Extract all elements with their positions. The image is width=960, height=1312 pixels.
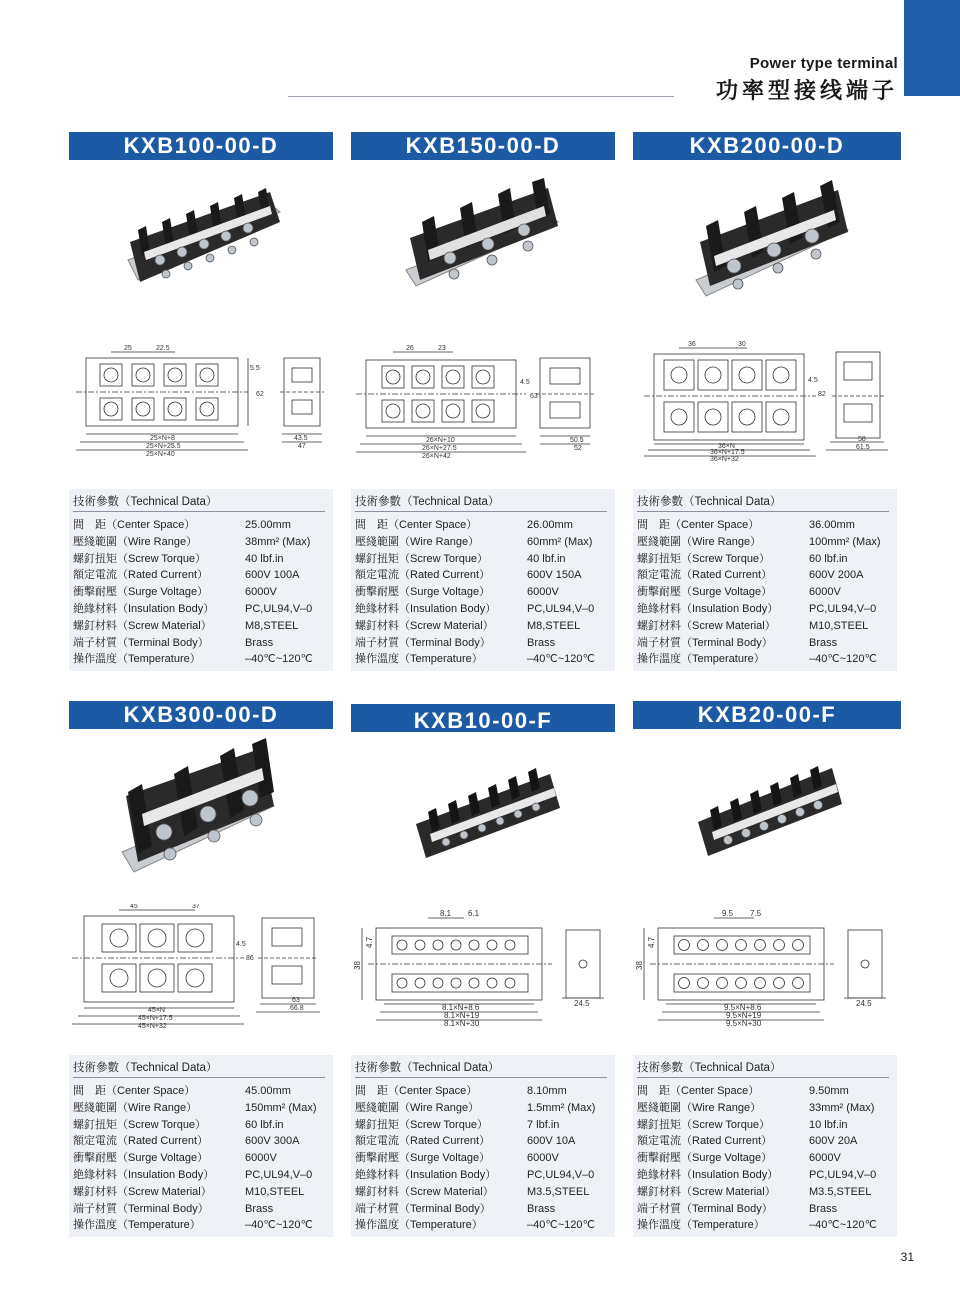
tech-row-temperature bbox=[355, 651, 615, 668]
row-label: 端子材質（Terminal Body） bbox=[355, 1202, 491, 1215]
row-label: 間 距（Center Space） bbox=[355, 519, 478, 531]
tech-row-screw-material bbox=[73, 618, 333, 635]
row-value: 600V 10A bbox=[527, 1135, 576, 1148]
dim-s1: 63 bbox=[292, 997, 300, 1004]
tech-row-surge-voltage bbox=[73, 1150, 333, 1167]
row-label: 操作溫度（Temperature） bbox=[73, 653, 201, 666]
row-label: 螺釘扭矩（Screw Torque） bbox=[73, 552, 207, 565]
dim-h: 4.7 bbox=[647, 936, 656, 948]
tech-row-surge-voltage bbox=[355, 1150, 615, 1167]
row-label: 絶緣材料（Insulation Body） bbox=[355, 1168, 497, 1181]
row-value: 6000V bbox=[527, 586, 559, 599]
row-value: 150mm² (Max) bbox=[245, 1101, 317, 1114]
row-label: 絶緣材料（Insulation Body） bbox=[637, 602, 779, 615]
dim-h2: 82 bbox=[818, 391, 826, 398]
row-label: 端子材質（Terminal Body） bbox=[355, 636, 491, 649]
tech-divider bbox=[73, 511, 325, 512]
row-value: 100mm² (Max) bbox=[809, 535, 881, 548]
tech-row-wire-range bbox=[73, 534, 333, 551]
dim-h: 4.5 bbox=[520, 379, 530, 386]
dim-d1: 36×N bbox=[718, 443, 735, 450]
row-label: 額定電流（Rated Current） bbox=[73, 569, 209, 582]
tech-data-kxb150 bbox=[351, 489, 615, 671]
row-value: 60 lbf.in bbox=[809, 552, 848, 565]
dim-h2: 63 bbox=[530, 393, 538, 400]
tech-row-temperature bbox=[73, 651, 333, 668]
tech-row-terminal-body bbox=[637, 1201, 897, 1218]
dim-s1: 24.5 bbox=[574, 999, 590, 1008]
tech-row-screw-torque bbox=[73, 551, 333, 568]
row-value: 36.00mm bbox=[809, 519, 855, 531]
tech-data-kxb200 bbox=[633, 489, 897, 671]
row-value: 6000V bbox=[245, 1152, 277, 1165]
row-value: –40℃~120℃ bbox=[245, 653, 313, 666]
product-title-kxb200: KXB200-00-D bbox=[633, 132, 901, 160]
tech-row-center-space bbox=[355, 1083, 615, 1100]
dimension-drawing-kxb10 bbox=[348, 904, 610, 1028]
product-title-kxb100: KXB100-00-D bbox=[69, 132, 333, 160]
product-photo-kxb300 bbox=[112, 736, 292, 886]
product-title-kxb20: KXB20-00-F bbox=[633, 701, 901, 729]
dim-b: 30 bbox=[738, 341, 746, 348]
row-label: 絶緣材料（Insulation Body） bbox=[355, 602, 497, 615]
row-label: 間 距（Center Space） bbox=[73, 1085, 196, 1097]
row-value: PC,UL94,V–0 bbox=[245, 602, 313, 615]
tech-row-rated-current bbox=[73, 1133, 333, 1150]
tech-row-screw-material bbox=[73, 1184, 333, 1201]
tech-data-kxb100 bbox=[69, 489, 333, 671]
tech-heading: 技術參數（Technical Data） bbox=[637, 496, 782, 508]
row-value: –40℃~120℃ bbox=[527, 1219, 595, 1232]
row-value: –40℃~120℃ bbox=[527, 653, 595, 666]
row-label: 壓綫範圍（Wire Range） bbox=[637, 1101, 762, 1114]
header-title-en: Power type terminal bbox=[749, 55, 898, 72]
product-title-kxb10: KXB10-00-F bbox=[351, 704, 615, 732]
row-label: 壓綫範圍（Wire Range） bbox=[73, 535, 198, 548]
tech-row-center-space bbox=[355, 517, 615, 534]
row-label: 螺釘扭矩（Screw Torque） bbox=[355, 1118, 489, 1131]
row-label: 壓綫範圍（Wire Range） bbox=[637, 535, 762, 548]
tech-row-screw-torque bbox=[637, 1117, 897, 1134]
tech-row-screw-material bbox=[637, 1184, 897, 1201]
header-rule bbox=[288, 96, 674, 97]
row-label: 絶緣材料（Insulation Body） bbox=[637, 1168, 779, 1181]
tech-row-wire-range bbox=[355, 534, 615, 551]
dim-d3: 26×N+42 bbox=[422, 453, 451, 458]
tech-data-kxb20 bbox=[633, 1055, 897, 1237]
row-value: 600V 150A bbox=[527, 569, 582, 582]
page-number: 31 bbox=[900, 1250, 914, 1264]
row-label: 螺釘材料（Screw Material） bbox=[73, 1185, 212, 1198]
tech-data-kxb10 bbox=[351, 1055, 615, 1237]
row-value: 1.5mm² (Max) bbox=[527, 1101, 596, 1114]
corner-accent-block bbox=[904, 0, 960, 96]
row-value: Brass bbox=[809, 1202, 838, 1215]
row-value: 6000V bbox=[527, 1152, 559, 1165]
tech-divider bbox=[355, 1077, 607, 1078]
tech-row-insulation-body bbox=[637, 1167, 897, 1184]
dimension-drawing-kxb200 bbox=[640, 340, 902, 462]
product-photo-kxb10 bbox=[408, 754, 568, 874]
row-label: 螺釘扭矩（Screw Torque） bbox=[355, 552, 489, 565]
row-label: 額定電流（Rated Current） bbox=[637, 569, 773, 582]
tech-row-surge-voltage bbox=[73, 584, 333, 601]
tech-row-surge-voltage bbox=[637, 1150, 897, 1167]
tech-row-temperature bbox=[637, 1217, 897, 1234]
dim-d1: 26×N+10 bbox=[426, 437, 455, 444]
dim-d2: 45×N+17.5 bbox=[138, 1015, 173, 1022]
dim-s2: 52 bbox=[574, 445, 582, 452]
dim-d2: 36×N+17.5 bbox=[710, 449, 745, 456]
row-label: 螺釘材料（Screw Material） bbox=[355, 619, 494, 632]
product-photo-kxb200 bbox=[688, 176, 858, 310]
tech-row-rated-current bbox=[73, 567, 333, 584]
tech-row-insulation-body bbox=[637, 601, 897, 618]
tech-divider bbox=[637, 511, 889, 512]
dim-b: 7.5 bbox=[750, 909, 762, 918]
tech-heading: 技術參數（Technical Data） bbox=[637, 1062, 782, 1074]
row-label: 壓綫範圍（Wire Range） bbox=[73, 1101, 198, 1114]
tech-row-terminal-body bbox=[637, 635, 897, 652]
tech-row-wire-range bbox=[637, 534, 897, 551]
dim-h2: 38 bbox=[353, 961, 362, 970]
row-value: 8.10mm bbox=[527, 1085, 567, 1097]
row-label: 操作溫度（Temperature） bbox=[637, 653, 765, 666]
dim-h2: 86 bbox=[246, 955, 254, 962]
tech-row-temperature bbox=[355, 1217, 615, 1234]
row-label: 螺釘材料（Screw Material） bbox=[637, 619, 776, 632]
row-value: –40℃~120℃ bbox=[809, 1219, 877, 1232]
dim-d3: 25×N+40 bbox=[146, 451, 175, 458]
row-value: 10 lbf.in bbox=[809, 1118, 848, 1131]
tech-row-insulation-body bbox=[355, 1167, 615, 1184]
row-label: 額定電流（Rated Current） bbox=[637, 1135, 773, 1148]
row-label: 衝擊耐壓（Surge Voltage） bbox=[637, 1152, 773, 1165]
row-value: M3.5,STEEL bbox=[527, 1185, 590, 1198]
dim-d3: 9.5×N+30 bbox=[726, 1019, 762, 1028]
row-label: 衝擊耐壓（Surge Voltage） bbox=[73, 1152, 209, 1165]
dim-a: 9.5 bbox=[722, 909, 734, 918]
row-value: 60mm² (Max) bbox=[527, 535, 593, 548]
tech-heading: 技術參數（Technical Data） bbox=[73, 496, 218, 508]
row-label: 間 距（Center Space） bbox=[637, 1085, 760, 1097]
row-label: 操作溫度（Temperature） bbox=[355, 1219, 483, 1232]
tech-row-center-space bbox=[73, 1083, 333, 1100]
row-value: PC,UL94,V–0 bbox=[527, 602, 595, 615]
row-value: Brass bbox=[527, 636, 556, 649]
row-value: PC,UL94,V–0 bbox=[527, 1168, 595, 1181]
dim-b: 37 bbox=[192, 904, 200, 910]
row-label: 端子材質（Terminal Body） bbox=[73, 1202, 209, 1215]
row-value: 45.00mm bbox=[245, 1085, 291, 1097]
row-label: 螺釘扭矩（Screw Torque） bbox=[637, 552, 771, 565]
row-value: Brass bbox=[245, 636, 274, 649]
tech-row-center-space bbox=[637, 1083, 897, 1100]
tech-row-surge-voltage bbox=[355, 584, 615, 601]
dim-h: 4.5 bbox=[236, 941, 246, 948]
dim-d1: 9.5×N+8.6 bbox=[724, 1003, 762, 1012]
tech-divider bbox=[355, 511, 607, 512]
row-label: 壓綫範圍（Wire Range） bbox=[355, 535, 480, 548]
tech-row-rated-current bbox=[355, 1133, 615, 1150]
dim-d2: 9.5×N+19 bbox=[726, 1011, 762, 1020]
dim-h: 4.5 bbox=[808, 377, 818, 384]
row-value: 6000V bbox=[245, 586, 277, 599]
row-label: 壓綫範圍（Wire Range） bbox=[355, 1101, 480, 1114]
row-label: 端子材質（Terminal Body） bbox=[73, 636, 209, 649]
dimension-drawing-kxb150 bbox=[352, 340, 614, 458]
row-value: 600V 20A bbox=[809, 1135, 858, 1148]
row-label: 螺釘扭矩（Screw Torque） bbox=[73, 1118, 207, 1131]
dim-d1: 45×N bbox=[148, 1007, 165, 1014]
dim-d3: 36×N+32 bbox=[710, 456, 739, 462]
header-title-cn: 功率型接线端子 bbox=[715, 78, 898, 103]
dim-d1: 8.1×N+8.6 bbox=[442, 1003, 480, 1012]
product-photo-kxb150 bbox=[398, 174, 568, 304]
tech-row-insulation-body bbox=[355, 601, 615, 618]
row-label: 絶緣材料（Insulation Body） bbox=[73, 1168, 215, 1181]
product-title-kxb300: KXB300-00-D bbox=[69, 701, 333, 729]
row-label: 衝擊耐壓（Surge Voltage） bbox=[355, 1152, 491, 1165]
dim-d2: 26×N+27.5 bbox=[422, 445, 457, 452]
tech-row-center-space bbox=[637, 517, 897, 534]
row-value: 600V 300A bbox=[245, 1135, 300, 1148]
dim-a: 25 bbox=[124, 345, 132, 352]
dim-d2: 8.1×N+19 bbox=[444, 1011, 480, 1020]
row-label: 額定電流（Rated Current） bbox=[355, 1135, 491, 1148]
dimension-drawing-kxb100 bbox=[72, 340, 334, 458]
tech-row-screw-material bbox=[355, 618, 615, 635]
row-value: 600V 100A bbox=[245, 569, 300, 582]
dim-s2: 47 bbox=[298, 443, 306, 450]
row-label: 間 距（Center Space） bbox=[73, 519, 196, 531]
dim-h2: 62 bbox=[256, 391, 264, 398]
row-label: 間 距（Center Space） bbox=[355, 1085, 478, 1097]
row-label: 額定電流（Rated Current） bbox=[73, 1135, 209, 1148]
dim-d3: 45×N+32 bbox=[138, 1023, 167, 1030]
dim-d2: 25×N+25.5 bbox=[146, 443, 181, 450]
dim-a: 45 bbox=[130, 904, 138, 910]
dim-h: 4.7 bbox=[365, 936, 374, 948]
row-label: 操作溫度（Temperature） bbox=[73, 1219, 201, 1232]
dim-s1: 43.5 bbox=[294, 435, 308, 442]
row-label: 螺釘材料（Screw Material） bbox=[73, 619, 212, 632]
row-value: 9.50mm bbox=[809, 1085, 849, 1097]
row-value: 6000V bbox=[809, 1152, 841, 1165]
row-value: 38mm² (Max) bbox=[245, 535, 311, 548]
dim-b: 22.5 bbox=[156, 345, 170, 352]
tech-heading: 技術參數（Technical Data） bbox=[355, 1062, 500, 1074]
dim-s2: 66.8 bbox=[290, 1005, 304, 1012]
row-value: M8,STEEL bbox=[527, 619, 581, 632]
product-photo-kxb20 bbox=[690, 748, 850, 872]
tech-row-insulation-body bbox=[73, 1167, 333, 1184]
tech-row-center-space bbox=[73, 517, 333, 534]
row-label: 間 距（Center Space） bbox=[637, 519, 760, 531]
dim-d1: 25×N+8 bbox=[150, 435, 175, 442]
tech-row-terminal-body bbox=[73, 635, 333, 652]
dim-s2: 61.5 bbox=[856, 444, 870, 451]
tech-row-terminal-body bbox=[355, 635, 615, 652]
tech-heading: 技術參數（Technical Data） bbox=[73, 1062, 218, 1074]
row-label: 操作溫度（Temperature） bbox=[355, 653, 483, 666]
tech-row-temperature bbox=[73, 1217, 333, 1234]
row-value: 6000V bbox=[809, 586, 841, 599]
dim-a: 8.1 bbox=[440, 909, 452, 918]
row-label: 額定電流（Rated Current） bbox=[355, 569, 491, 582]
row-label: 操作溫度（Temperature） bbox=[637, 1219, 765, 1232]
tech-row-screw-material bbox=[637, 618, 897, 635]
dim-h: 5.5 bbox=[250, 365, 260, 372]
dim-a: 26 bbox=[406, 345, 414, 352]
row-value: 600V 200A bbox=[809, 569, 864, 582]
tech-row-screw-torque bbox=[73, 1117, 333, 1134]
row-label: 衝擊耐壓（Surge Voltage） bbox=[355, 586, 491, 599]
tech-heading: 技術參數（Technical Data） bbox=[355, 496, 500, 508]
dim-b: 6.1 bbox=[468, 909, 480, 918]
row-value: PC,UL94,V–0 bbox=[809, 602, 877, 615]
tech-row-rated-current bbox=[637, 1133, 897, 1150]
tech-row-terminal-body bbox=[355, 1201, 615, 1218]
dim-s1: 50.5 bbox=[570, 437, 584, 444]
row-label: 端子材質（Terminal Body） bbox=[637, 636, 773, 649]
dimension-drawing-kxb300 bbox=[68, 904, 330, 1030]
row-value: 40 lbf.in bbox=[245, 552, 284, 565]
row-value: 60 lbf.in bbox=[245, 1118, 284, 1131]
dim-s1: 24.5 bbox=[856, 999, 872, 1008]
tech-divider bbox=[637, 1077, 889, 1078]
row-label: 絶緣材料（Insulation Body） bbox=[73, 602, 215, 615]
tech-row-surge-voltage bbox=[637, 584, 897, 601]
row-value: M8,STEEL bbox=[245, 619, 299, 632]
row-label: 螺釘扭矩（Screw Torque） bbox=[637, 1118, 771, 1131]
row-value: 40 lbf.in bbox=[527, 552, 566, 565]
row-value: M10,STEEL bbox=[809, 619, 869, 632]
product-title-kxb150: KXB150-00-D bbox=[351, 132, 615, 160]
row-value: Brass bbox=[527, 1202, 556, 1215]
row-value: 25.00mm bbox=[245, 519, 291, 531]
tech-row-insulation-body bbox=[73, 601, 333, 618]
row-value: Brass bbox=[245, 1202, 274, 1215]
row-value: –40℃~120℃ bbox=[245, 1219, 313, 1232]
tech-row-wire-range bbox=[355, 1100, 615, 1117]
tech-row-screw-torque bbox=[355, 551, 615, 568]
row-label: 螺釘材料（Screw Material） bbox=[637, 1185, 776, 1198]
dim-a: 36 bbox=[688, 341, 696, 348]
tech-row-wire-range bbox=[637, 1100, 897, 1117]
tech-row-terminal-body bbox=[73, 1201, 333, 1218]
product-photo-kxb100 bbox=[120, 182, 290, 302]
row-value: 26.00mm bbox=[527, 519, 573, 531]
row-value: Brass bbox=[809, 636, 838, 649]
row-value: PC,UL94,V–0 bbox=[809, 1168, 877, 1181]
row-label: 衝擊耐壓（Surge Voltage） bbox=[73, 586, 209, 599]
tech-row-screw-torque bbox=[637, 551, 897, 568]
row-label: 端子材質（Terminal Body） bbox=[637, 1202, 773, 1215]
dim-b: 23 bbox=[438, 345, 446, 352]
dim-s1: 58 bbox=[858, 436, 866, 443]
row-label: 螺釘材料（Screw Material） bbox=[355, 1185, 494, 1198]
row-value: M10,STEEL bbox=[245, 1185, 305, 1198]
row-value: PC,UL94,V–0 bbox=[245, 1168, 313, 1181]
dim-d3: 8.1×N+30 bbox=[444, 1019, 480, 1028]
row-value: 7 lbf.in bbox=[527, 1118, 560, 1131]
tech-row-wire-range bbox=[73, 1100, 333, 1117]
tech-row-screw-material bbox=[355, 1184, 615, 1201]
row-value: –40℃~120℃ bbox=[809, 653, 877, 666]
dim-h2: 38 bbox=[635, 961, 644, 970]
dimension-drawing-kxb20 bbox=[630, 904, 892, 1028]
tech-data-kxb300 bbox=[69, 1055, 333, 1237]
tech-row-screw-torque bbox=[355, 1117, 615, 1134]
row-value: 33mm² (Max) bbox=[809, 1101, 875, 1114]
tech-divider bbox=[73, 1077, 325, 1078]
tech-row-rated-current bbox=[355, 567, 615, 584]
row-label: 衝擊耐壓（Surge Voltage） bbox=[637, 586, 773, 599]
row-value: M3.5,STEEL bbox=[809, 1185, 872, 1198]
tech-row-temperature bbox=[637, 651, 897, 668]
tech-row-rated-current bbox=[637, 567, 897, 584]
